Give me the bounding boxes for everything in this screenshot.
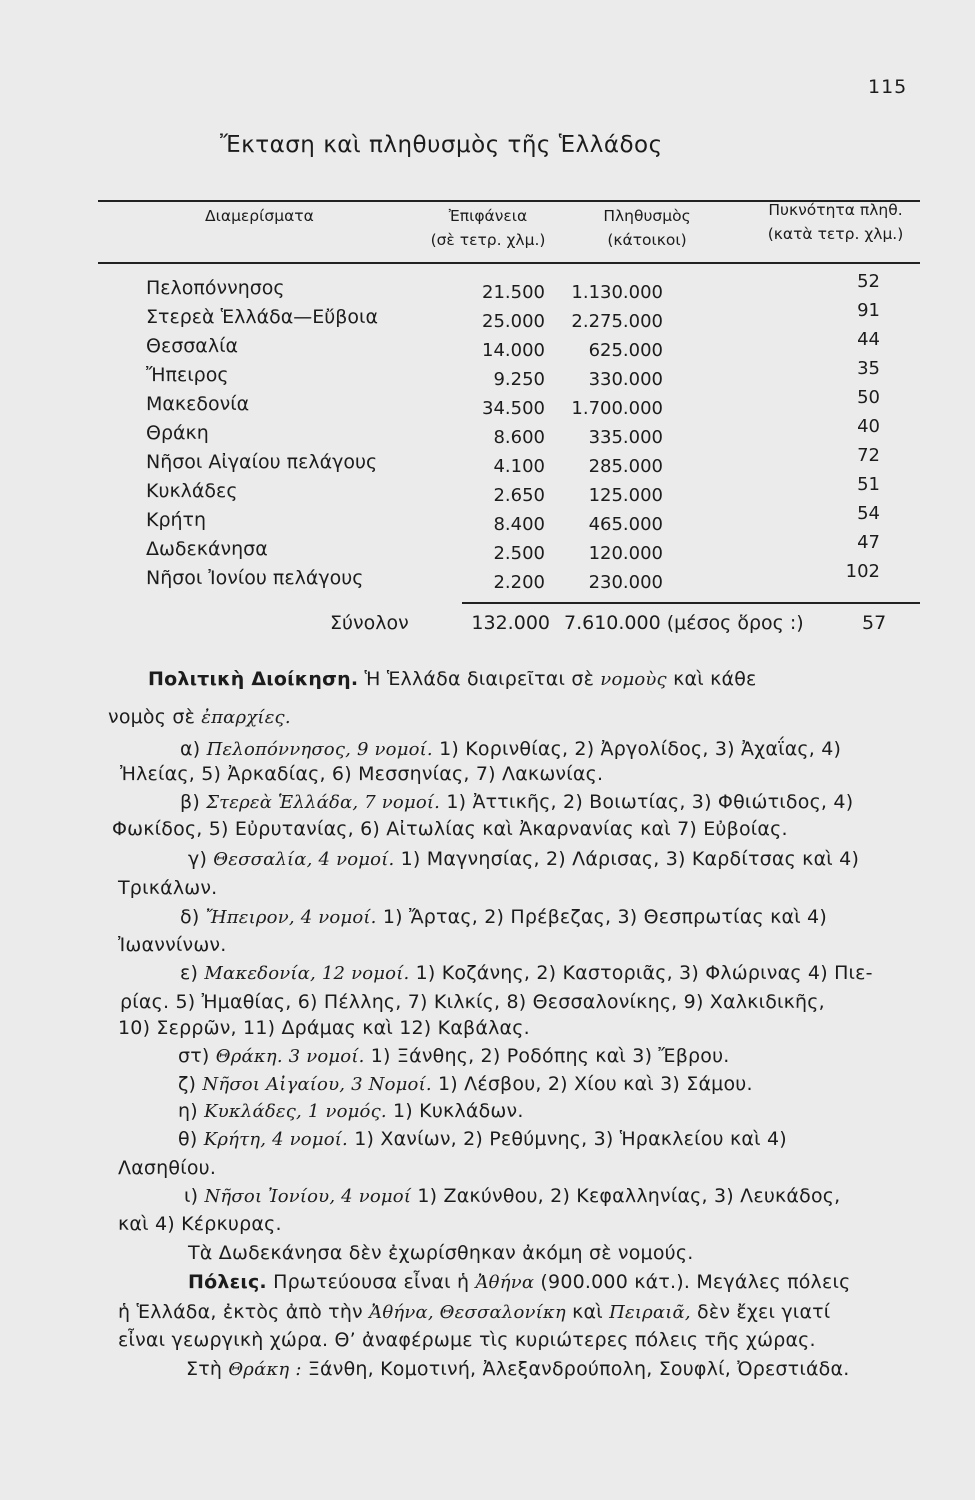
population-value: 1.130.000 (571, 282, 663, 303)
region-name: Μακεδονία (146, 393, 250, 415)
region-name: Κρήτη (146, 509, 207, 531)
population-value: 465.000 (588, 514, 663, 535)
region-name: Νῆσοι Ἰονίου πελάγους (146, 567, 364, 589)
table-total-rule (462, 602, 920, 604)
area-value: 8.600 (493, 427, 545, 448)
admin-heading: Πολιτικὴ Διοίκηση. (148, 668, 359, 690)
population-value: 2.275.000 (571, 311, 663, 332)
population-value: 230.000 (588, 572, 663, 593)
population-value: 625.000 (588, 340, 663, 361)
density-value: 91 (857, 300, 880, 321)
density-value: 35 (857, 358, 880, 379)
region-name: Πελοπόννησος (146, 277, 285, 299)
area-value: 2.200 (493, 572, 545, 593)
header-region: Διαμερίσματα (205, 207, 314, 225)
area-value: 4.100 (493, 456, 545, 477)
total-label: Σύνολον (330, 612, 409, 634)
header-population: Πληθυσμὸς (κάτοικοι) (603, 207, 691, 249)
density-value: 102 (845, 561, 880, 582)
region-name: Θράκη (146, 422, 209, 444)
cities-heading-line: Πόλεις. Πρωτεύουσα εἶναι ἡ Ἀθήνα (900.000 κάτ.). Μεγάλες πόλεις (188, 1271, 851, 1293)
table-row (0, 561, 975, 596)
region-name: Θεσσαλία (146, 335, 239, 357)
region-h-line: η) Κυκλάδες, 1 νομός. 1) Κυκλάδων. (178, 1100, 524, 1122)
page-title: Ἔκταση καὶ πληθυσμὸς τῆς Ἑλλάδος (220, 132, 663, 158)
region-c-cont: Τρικάλων. (118, 877, 218, 899)
region-a-cont: Ἠλείας, 5) Ἀρκαδίας, 6) Μεσσηνίας, 7) Λακωνίας. (120, 763, 604, 785)
cities-heading: Πόλεις. (188, 1271, 267, 1293)
density-value: 52 (857, 271, 880, 292)
admin-heading-line: Πολιτικὴ Διοίκηση. Ἡ Ἑλλάδα διαιρεῖται σὲ νομοὺς καὶ κάθε (148, 668, 757, 690)
region-c-line: γ) Θεσσαλία, 4 νομοί. 1) Μαγνησίας, 2) Λάρισας, 3) Καρδίτσας καὶ 4) (188, 848, 860, 870)
population-value: 125.000 (588, 485, 663, 506)
population-value: 335.000 (588, 427, 663, 448)
area-value: 8.400 (493, 514, 545, 535)
density-value: 72 (857, 445, 880, 466)
total-density: 57 (862, 612, 887, 634)
density-value: 54 (857, 503, 880, 524)
density-value: 47 (857, 532, 880, 553)
region-i-line: ι) Νῆσοι Ἰονίου, 4 νομοί 1) Ζακύνθου, 2) Κεφαλληνίας, 3) Λευκάδος, (184, 1185, 841, 1207)
admin-intro-line: νομὸς σὲ ἐπαρχίες. (108, 706, 291, 728)
total-area: 132.000 (471, 612, 550, 634)
density-value: 50 (857, 387, 880, 408)
population-value: 330.000 (588, 369, 663, 390)
header-area: Ἐπιφάνεια (σὲ τετρ. χλμ.) (430, 207, 546, 249)
region-d-cont: Ἰωαννίνων. (118, 934, 227, 956)
region-a-line: α) Πελοπόννησος, 9 νομοί. 1) Κορινθίας, 2) Ἀργολίδος, 3) Ἀχαΐας, 4) (180, 738, 842, 760)
area-value: 21.500 (482, 282, 545, 303)
cities-line-4: Στὴ Θράκη : Ξάνθη, Κομοτινή, Ἀλεξανδρούπολη, Σουφλί, Ὀρεστιάδα. (186, 1358, 850, 1380)
table-body (0, 271, 975, 596)
region-name: Στερεὰ Ἑλλάδα—Εὔβοια (146, 306, 378, 328)
region-z-line: ζ) Νῆσοι Αἰγαίου, 3 Νομοί. 1) Λέσβου, 2) Χίου καὶ 3) Σάμου. (178, 1073, 753, 1095)
region-e-cont2: 10) Σερρῶν, 11) Δράμας καὶ 12) Καβάλας. (118, 1017, 530, 1039)
region-e-cont1: ρίας. 5) Ἠμαθίας, 6) Πέλλης, 7) Κιλκίς, 8) Θεσσαλονίκης, 9) Χαλκιδικῆς, (120, 991, 825, 1013)
cities-line-3: εἶναι γεωργικὴ χώρα. Θ’ ἀναφέρωμε τὶς κυριώτερες πόλεις τῆς χώρας. (118, 1329, 816, 1351)
region-st-line: στ) Θράκη. 3 νομοί. 1) Ξάνθης, 2) Ροδόπης καὶ 3) Ἔβρου. (178, 1045, 730, 1067)
area-value: 2.650 (493, 485, 545, 506)
population-value: 120.000 (588, 543, 663, 564)
cities-line-2: ἡ Ἑλλάδα, ἐκτὸς ἀπὸ τὴν Ἀθήνα, Θεσσαλονίκη καὶ Πειραιᾶ, δὲν ἔχει γιατί (118, 1301, 831, 1323)
area-value: 34.500 (482, 398, 545, 419)
region-name: Δωδεκάνησα (146, 538, 268, 560)
total-population: 7.610.000 (μέσος ὅρος :) (564, 612, 804, 634)
region-name: Νῆσοι Αἰγαίου πελάγους (146, 451, 378, 473)
region-b-line: β) Στερεὰ Ἑλλάδα, 7 νομοί. 1) Ἀττικῆς, 2) Βοιωτίας, 3) Φθιώτιδος, 4) (180, 791, 854, 813)
density-value: 51 (857, 474, 880, 495)
dodecanese-note: Τὰ Δωδεκάνησα δὲν ἐχωρίσθηκαν ἀκόμη σὲ νομούς. (188, 1242, 694, 1264)
area-value: 2.500 (493, 543, 545, 564)
page-number: 115 (868, 76, 908, 98)
region-th-line: θ) Κρήτη, 4 νομοί. 1) Χανίων, 2) Ρεθύμνης, 3) Ἡρακλείου καὶ 4) (178, 1128, 787, 1150)
area-value: 25.000 (482, 311, 545, 332)
region-th-cont: Λασηθίου. (118, 1157, 217, 1179)
region-b-cont: Φωκίδος, 5) Εὐρυτανίας, 6) Αἰτωλίας καὶ Ἀκαρνανίας καὶ 7) Εὐβοίας. (112, 818, 788, 840)
area-value: 9.250 (493, 369, 545, 390)
region-d-line: δ) Ἤπειρον, 4 νομοί. 1) Ἄρτας, 2) Πρέβεζας, 3) Θεσπρωτίας καὶ 4) (180, 906, 827, 928)
area-value: 14.000 (482, 340, 545, 361)
density-value: 44 (857, 329, 880, 350)
header-density: Πυκνότητα πληθ. (κατὰ τετρ. χλμ.) (767, 201, 904, 243)
region-name: Ἤπειρος (146, 364, 229, 386)
population-value: 1.700.000 (571, 398, 663, 419)
population-value: 285.000 (588, 456, 663, 477)
density-value: 40 (857, 416, 880, 437)
region-e-line: ε) Μακεδονία, 12 νομοί. 1) Κοζάνης, 2) Καστοριᾶς, 3) Φλώρινας 4) Πιε- (180, 962, 873, 984)
table-header-rule (98, 262, 920, 264)
region-i-cont: καὶ 4) Κέρκυρας. (118, 1213, 282, 1235)
region-name: Κυκλάδες (146, 480, 238, 502)
